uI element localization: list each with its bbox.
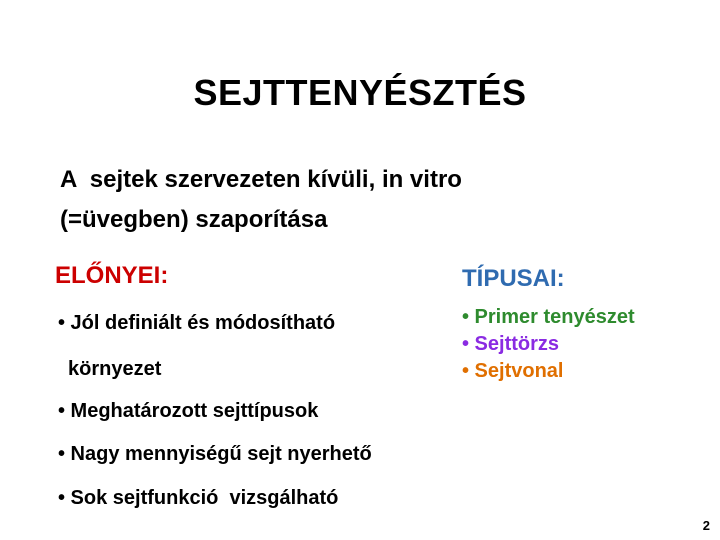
advantage-item-2: • Meghatározott sejttípusok <box>58 400 319 422</box>
definition-line-2: (=üvegben) szaporítása <box>60 206 328 233</box>
type-item-primary-culture: • Primer tenyészet <box>462 306 635 328</box>
definition-text <box>60 160 620 240</box>
advantage-item-3: • Nagy mennyiségű sejt nyerhető <box>58 443 372 465</box>
advantage-item-1-continuation: környezet <box>68 358 162 380</box>
advantage-item-4: • Sok sejtfunkció vizsgálható <box>58 487 339 509</box>
types-list <box>462 304 635 385</box>
type-item-cell-line: • Sejtvonal <box>462 360 564 382</box>
advantage-item-1: • Jól definiált és módosítható <box>58 312 336 334</box>
definition-line-1: A sejtek szervezeten kívüli, in vitro <box>60 166 462 193</box>
type-item-cell-strain: • Sejttörzs <box>462 333 560 355</box>
types-heading: TÍPUSAI: <box>462 265 565 292</box>
slide-title: SEJTTENYÉSZTÉS <box>193 72 527 113</box>
advantages-heading: ELŐNYEI: <box>55 262 169 289</box>
page-number: 2 <box>702 518 710 533</box>
